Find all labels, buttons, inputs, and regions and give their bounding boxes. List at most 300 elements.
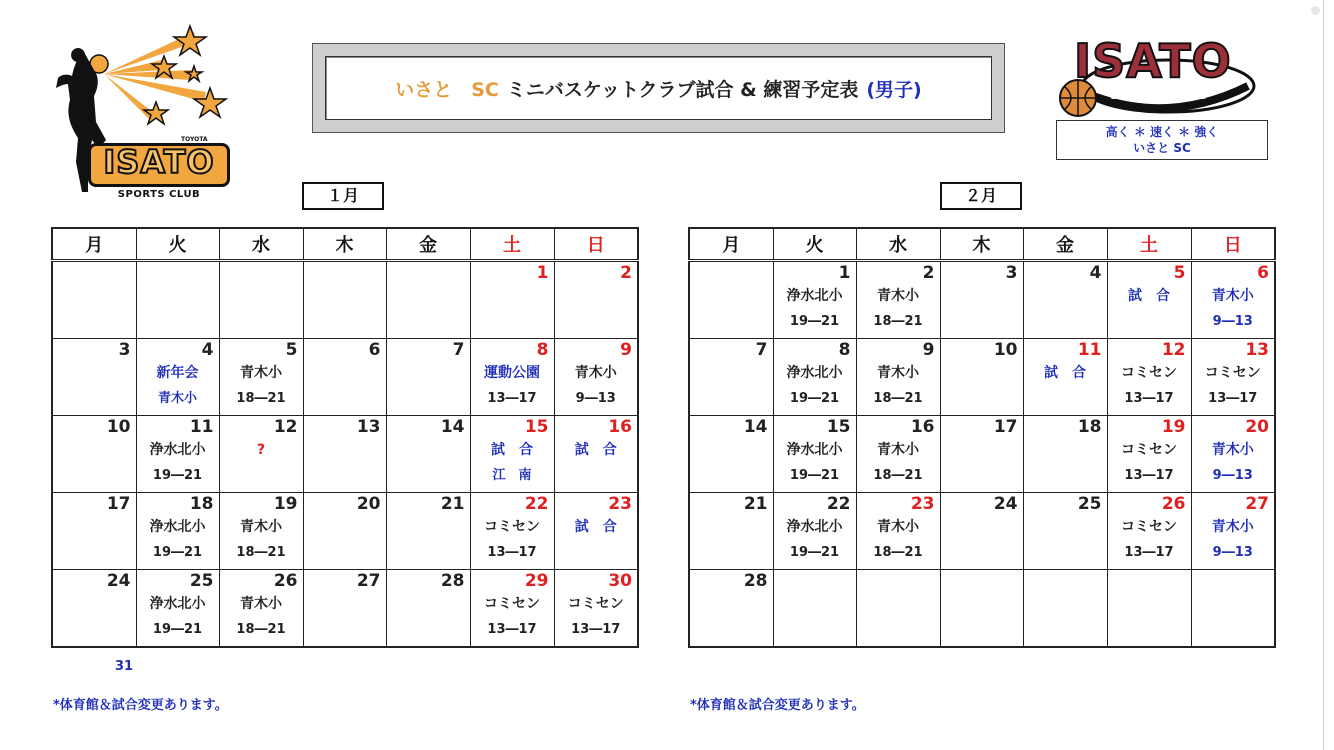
day-number: 26 <box>1161 494 1186 514</box>
calendar-day-cell <box>52 416 136 493</box>
calendar-day-cell <box>773 493 856 570</box>
day-number: 17 <box>106 494 131 514</box>
day-time: 19―21 <box>789 314 840 329</box>
day-event: コミセン <box>1121 519 1177 535</box>
calendar-day-cell <box>773 570 856 648</box>
day-event: 浄水北小 <box>149 442 206 458</box>
day-number: 22 <box>826 494 851 514</box>
day-event <box>387 361 470 385</box>
day-number: 9 <box>620 340 632 360</box>
day-time <box>690 616 773 644</box>
day-number: 18 <box>189 494 214 514</box>
day-time <box>220 308 303 336</box>
day-event: 青木小 <box>877 442 919 458</box>
calendar-day-cell <box>773 261 856 339</box>
day-number: 14 <box>743 417 768 437</box>
logo-tiny-text: TOYOTA <box>181 136 208 143</box>
day-time <box>137 308 219 336</box>
day-event <box>53 284 136 308</box>
day-number: 26 <box>273 571 298 591</box>
day-time <box>1108 616 1191 644</box>
calendar-day-cell <box>136 261 219 339</box>
weekday-header: 土 <box>470 228 554 261</box>
isato-sports-club-logo-right <box>1048 36 1258 118</box>
day-number <box>1024 570 1107 592</box>
day-event <box>304 284 386 308</box>
day-number <box>774 570 856 592</box>
day-number: 22 <box>524 494 549 514</box>
calendar-day-cell <box>1023 339 1107 416</box>
day-event <box>1024 284 1107 308</box>
title-main: ミニバスケットクラブ試合 & 練習予定表 <box>506 78 859 101</box>
day-number: 24 <box>993 494 1018 514</box>
day-number: 11 <box>189 417 214 437</box>
weekday-header: 土 <box>1107 228 1191 261</box>
day-time <box>53 616 136 644</box>
day-time: 13―17 <box>487 622 537 637</box>
weekday-header: 木 <box>303 228 386 261</box>
calendar-day-cell <box>303 493 386 570</box>
day-time: 青木小 <box>157 391 197 406</box>
day-event <box>690 284 773 308</box>
day-number: 13 <box>356 417 381 437</box>
calendar-week-row <box>689 416 1275 493</box>
calendar-week-row <box>52 416 638 493</box>
day-number: 19 <box>1161 417 1186 437</box>
day-number: 10 <box>993 340 1018 360</box>
day-number: 20 <box>356 494 381 514</box>
day-time <box>53 539 136 567</box>
day-time <box>304 385 386 413</box>
day-time: 19―21 <box>152 545 203 560</box>
weekday-header: 水 <box>219 228 303 261</box>
calendar-day-cell <box>1191 261 1275 339</box>
day-event <box>304 361 386 385</box>
day-number: 24 <box>106 571 131 591</box>
day-time <box>304 462 386 490</box>
calendar-day-cell <box>219 261 303 339</box>
day-time <box>690 539 773 567</box>
day-event <box>387 438 470 462</box>
day-time <box>53 462 136 490</box>
day-number: 1 <box>536 263 549 283</box>
calendar-day-cell <box>689 261 773 339</box>
weekday-header: 日 <box>1191 228 1275 261</box>
day-number: 4 <box>201 340 214 360</box>
day-event: 浄水北小 <box>786 519 843 535</box>
day-event <box>690 515 773 539</box>
calendar-week-row <box>52 339 638 416</box>
calendar-day-cell <box>386 261 470 339</box>
calendar-day-cell <box>554 493 638 570</box>
calendar-week-row <box>52 261 638 339</box>
day-event <box>387 284 470 308</box>
calendar-day-cell <box>940 416 1023 493</box>
day-event: コミセン <box>484 596 540 612</box>
day-number <box>387 262 470 284</box>
calendar-day-cell <box>554 261 638 339</box>
day-number: 28 <box>440 571 465 591</box>
day-event: 浄水北小 <box>786 365 843 381</box>
weekday-header: 火 <box>773 228 856 261</box>
day-time <box>690 385 773 413</box>
day-event <box>941 515 1023 539</box>
day-event: 試 合 <box>491 442 533 458</box>
day-number: 29 <box>524 571 549 591</box>
calendar-day-cell <box>554 339 638 416</box>
day-time: 13―17 <box>1124 391 1174 406</box>
february-calendar <box>688 227 1276 648</box>
calendar-day-cell <box>940 570 1023 648</box>
day-time <box>387 539 470 567</box>
motto-line-2: いさと SC <box>1133 141 1191 155</box>
day-number: 12 <box>273 417 298 437</box>
day-event: 試 合 <box>574 442 617 458</box>
day-time: 19―21 <box>152 468 203 483</box>
calendar-day-cell <box>386 416 470 493</box>
day-time: 18―21 <box>236 622 286 637</box>
day-event <box>690 438 773 462</box>
day-number <box>941 570 1023 592</box>
weekday-header: 火 <box>136 228 219 261</box>
logo-sub-text: SPORTS CLUB <box>117 189 201 200</box>
calendar-day-cell <box>1023 570 1107 648</box>
weekday-header: 木 <box>940 228 1023 261</box>
day-event <box>690 361 773 385</box>
day-number <box>857 570 940 592</box>
day-event <box>387 592 470 616</box>
day-event <box>1108 592 1191 616</box>
day-number: 7 <box>452 340 465 360</box>
day-time: 9―13 <box>1212 545 1253 560</box>
day-time: 19―21 <box>789 545 840 560</box>
calendar-day-cell <box>1191 493 1275 570</box>
day-number: 2 <box>620 263 632 283</box>
day-time <box>387 616 470 644</box>
day-time: 13―17 <box>1124 468 1174 483</box>
day-event: 青木小 <box>240 519 282 535</box>
day-event: 浄水北小 <box>786 442 843 458</box>
day-time: 13―17 <box>1208 391 1258 406</box>
day-event: コミセン <box>1121 365 1177 381</box>
calendar-day-cell <box>856 570 940 648</box>
calendar-day-cell <box>386 339 470 416</box>
calendar-day-cell <box>219 493 303 570</box>
calendar-day-cell <box>689 339 773 416</box>
day-event <box>304 515 386 539</box>
day-number: 25 <box>1077 494 1102 514</box>
day-time: 江 南 <box>492 468 532 483</box>
day-time <box>774 616 856 644</box>
page-title <box>325 56 992 120</box>
day-time: 9―13 <box>1212 314 1253 329</box>
day-time <box>1024 385 1107 413</box>
day-time <box>304 616 386 644</box>
calendar-day-cell <box>303 261 386 339</box>
calendar-day-cell <box>856 339 940 416</box>
day-event: 青木小 <box>1211 519 1254 535</box>
calendar-day-cell <box>689 416 773 493</box>
day-event: 試 合 <box>1128 288 1170 304</box>
day-number: 13 <box>1245 340 1269 360</box>
day-time <box>1024 616 1107 644</box>
calendar-week-row <box>689 493 1275 570</box>
day-time: 13―17 <box>487 545 537 560</box>
day-event <box>1024 515 1107 539</box>
calendar-day-cell <box>136 416 219 493</box>
day-time <box>941 616 1023 644</box>
day-number: 3 <box>118 340 131 360</box>
day-event: 青木小 <box>877 519 919 535</box>
day-event <box>690 592 773 616</box>
day-number: 3 <box>1005 263 1018 283</box>
day-number <box>1108 570 1191 592</box>
day-number: 6 <box>368 340 381 360</box>
calendar-day-cell <box>136 493 219 570</box>
day-number: 16 <box>910 417 935 437</box>
day-event <box>387 515 470 539</box>
day-time <box>941 539 1023 567</box>
calendar-day-cell <box>554 570 638 648</box>
calendar-day-cell <box>554 416 638 493</box>
day-number: 15 <box>524 417 549 437</box>
day-event <box>304 592 386 616</box>
day-event <box>1024 438 1107 462</box>
day-number: 4 <box>1089 263 1102 283</box>
day-number: 6 <box>1257 263 1269 283</box>
isato-sports-club-logo-left <box>44 22 244 200</box>
calendar-day-cell <box>940 493 1023 570</box>
day-event: コミセン <box>1204 365 1261 381</box>
day-time: 18―21 <box>873 314 923 329</box>
day-number: 5 <box>1173 263 1186 283</box>
calendar-day-cell <box>1023 493 1107 570</box>
day-time <box>471 308 554 336</box>
day-number: 18 <box>1077 417 1102 437</box>
day-time <box>941 308 1023 336</box>
day-event: 青木小 <box>1211 442 1254 458</box>
day-number <box>304 262 386 284</box>
calendar-week-row <box>52 493 638 570</box>
calendar-day-cell <box>856 261 940 339</box>
day-time: 18―21 <box>236 545 286 560</box>
logo-right-sub: SPORTSCLUB <box>1110 88 1209 102</box>
calendar-day-cell <box>1191 570 1275 648</box>
day-time: 19―21 <box>789 391 840 406</box>
day-number: 12 <box>1161 340 1186 360</box>
day-number: 8 <box>536 340 549 360</box>
weekday-header: 月 <box>52 228 136 261</box>
calendar-day-cell <box>1107 416 1191 493</box>
day-time <box>1108 308 1191 336</box>
day-time <box>304 308 386 336</box>
day-event: 青木小 <box>240 596 282 612</box>
calendar-day-cell <box>1191 339 1275 416</box>
calendar-day-cell <box>689 570 773 648</box>
day-time <box>1024 308 1107 336</box>
day-event: 試 合 <box>1044 365 1086 381</box>
day-time <box>857 616 940 644</box>
february-footnote: *体育館＆試合変更あります。 <box>690 698 865 713</box>
day-time: 18―21 <box>873 468 923 483</box>
day-number <box>1192 570 1275 592</box>
calendar-day-cell <box>1107 261 1191 339</box>
day-number: 27 <box>1245 494 1269 514</box>
day-time <box>555 462 638 490</box>
january-label: １月 <box>302 182 384 210</box>
day-number <box>53 262 136 284</box>
logo-right-brand: ISATO <box>1074 34 1232 88</box>
calendar-day-cell <box>386 493 470 570</box>
calendar-day-cell <box>689 493 773 570</box>
calendar-day-cell <box>470 416 554 493</box>
day-number: 1 <box>838 263 851 283</box>
day-event <box>137 284 219 308</box>
day-time <box>941 462 1023 490</box>
day-time <box>555 539 638 567</box>
calendar-week-row <box>689 570 1275 648</box>
calendar-day-cell <box>219 570 303 648</box>
day-event: 浄水北小 <box>149 596 206 612</box>
calendar-day-cell <box>940 261 1023 339</box>
day-event <box>471 284 554 308</box>
calendar-day-cell <box>219 339 303 416</box>
calendar-day-cell <box>470 570 554 648</box>
day-time <box>941 385 1023 413</box>
day-event: コミセン <box>484 519 540 535</box>
calendar-day-cell <box>1191 416 1275 493</box>
calendar-day-cell <box>303 570 386 648</box>
title-frame <box>312 43 1005 133</box>
day-number: 16 <box>608 417 632 437</box>
day-time: 19―21 <box>152 622 203 637</box>
calendar-day-cell <box>1023 416 1107 493</box>
calendar-day-cell <box>52 339 136 416</box>
day-number: 28 <box>743 571 768 591</box>
day-number: 2 <box>922 263 935 283</box>
february-label: ２月 <box>940 182 1022 210</box>
day-number: 30 <box>608 571 632 591</box>
weekday-header: 日 <box>554 228 638 261</box>
calendar-day-cell <box>470 339 554 416</box>
calendar-day-cell <box>1107 493 1191 570</box>
day-event <box>941 284 1023 308</box>
calendar-day-cell <box>136 570 219 648</box>
day-event: コミセン <box>567 596 624 612</box>
day-event: コミセン <box>1121 442 1177 458</box>
day-event <box>1024 592 1107 616</box>
day-time <box>555 308 638 336</box>
weekday-header: 水 <box>856 228 940 261</box>
day-number: 21 <box>440 494 465 514</box>
day-number: 23 <box>608 494 632 514</box>
day-event: 運動公園 <box>484 365 540 381</box>
day-time: 18―21 <box>873 391 923 406</box>
day-time <box>220 462 303 490</box>
day-event <box>1192 592 1275 616</box>
day-time <box>387 462 470 490</box>
day-time: 9―13 <box>1212 468 1253 483</box>
day-event: 青木小 <box>574 365 617 381</box>
calendar-week-row <box>52 570 638 648</box>
day-number: 17 <box>993 417 1018 437</box>
day-event <box>53 361 136 385</box>
day-number: 27 <box>356 571 381 591</box>
day-event: 青木小 <box>877 288 919 304</box>
day-time <box>1024 539 1107 567</box>
page-corner-dot <box>1311 6 1320 15</box>
day-event <box>941 438 1023 462</box>
day-event <box>774 592 856 616</box>
day-number: 20 <box>1245 417 1269 437</box>
calendar-day-cell <box>856 416 940 493</box>
day-time: 18―21 <box>236 391 286 406</box>
motto-line-1: 高く ＊ 速く ＊ 強く <box>1105 125 1219 139</box>
day-event <box>220 284 303 308</box>
day-number: 14 <box>440 417 465 437</box>
day-number: 21 <box>743 494 768 514</box>
day-event: 青木小 <box>877 365 919 381</box>
calendar-day-cell <box>303 339 386 416</box>
weekday-header: 金 <box>1023 228 1107 261</box>
club-motto <box>1056 120 1268 160</box>
day-event: 新年会 <box>156 365 199 381</box>
day-time: 19―21 <box>789 468 840 483</box>
calendar-day-cell <box>52 493 136 570</box>
day-event: 青木小 <box>240 365 282 381</box>
day-number <box>690 262 773 284</box>
day-time <box>53 308 136 336</box>
calendar-week-row <box>689 339 1275 416</box>
day-time <box>1192 616 1275 644</box>
day-event <box>53 515 136 539</box>
day-time: 9―13 <box>575 391 616 406</box>
day-event: 浄水北小 <box>149 519 206 535</box>
weekday-header-row <box>52 228 638 261</box>
page-edge <box>1323 0 1324 750</box>
calendar-day-cell <box>773 339 856 416</box>
day-number: 11 <box>1077 340 1102 360</box>
day-time <box>690 308 773 336</box>
day-event <box>304 438 386 462</box>
calendar-day-cell <box>219 416 303 493</box>
day-time <box>53 385 136 413</box>
calendar-day-cell <box>303 416 386 493</box>
calendar-day-cell <box>1107 570 1191 648</box>
day-number: 25 <box>189 571 214 591</box>
day-number: 23 <box>910 494 935 514</box>
calendar-day-cell <box>1107 339 1191 416</box>
calendar-day-cell <box>136 339 219 416</box>
january-calendar <box>51 227 639 648</box>
day-event: ? <box>256 442 266 458</box>
day-time: 18―21 <box>873 545 923 560</box>
day-event: 浄水北小 <box>786 288 843 304</box>
day-time: 13―17 <box>1124 545 1174 560</box>
weekday-header: 月 <box>689 228 773 261</box>
calendar-day-cell <box>52 570 136 648</box>
calendar-day-cell <box>386 570 470 648</box>
weekday-header: 金 <box>386 228 470 261</box>
day-number: 8 <box>838 340 851 360</box>
calendar-day-cell <box>940 339 1023 416</box>
day-event <box>53 592 136 616</box>
day-event <box>555 284 638 308</box>
day-number <box>137 262 219 284</box>
day-time <box>387 385 470 413</box>
calendar-day-cell <box>470 261 554 339</box>
day-number: 7 <box>755 340 768 360</box>
